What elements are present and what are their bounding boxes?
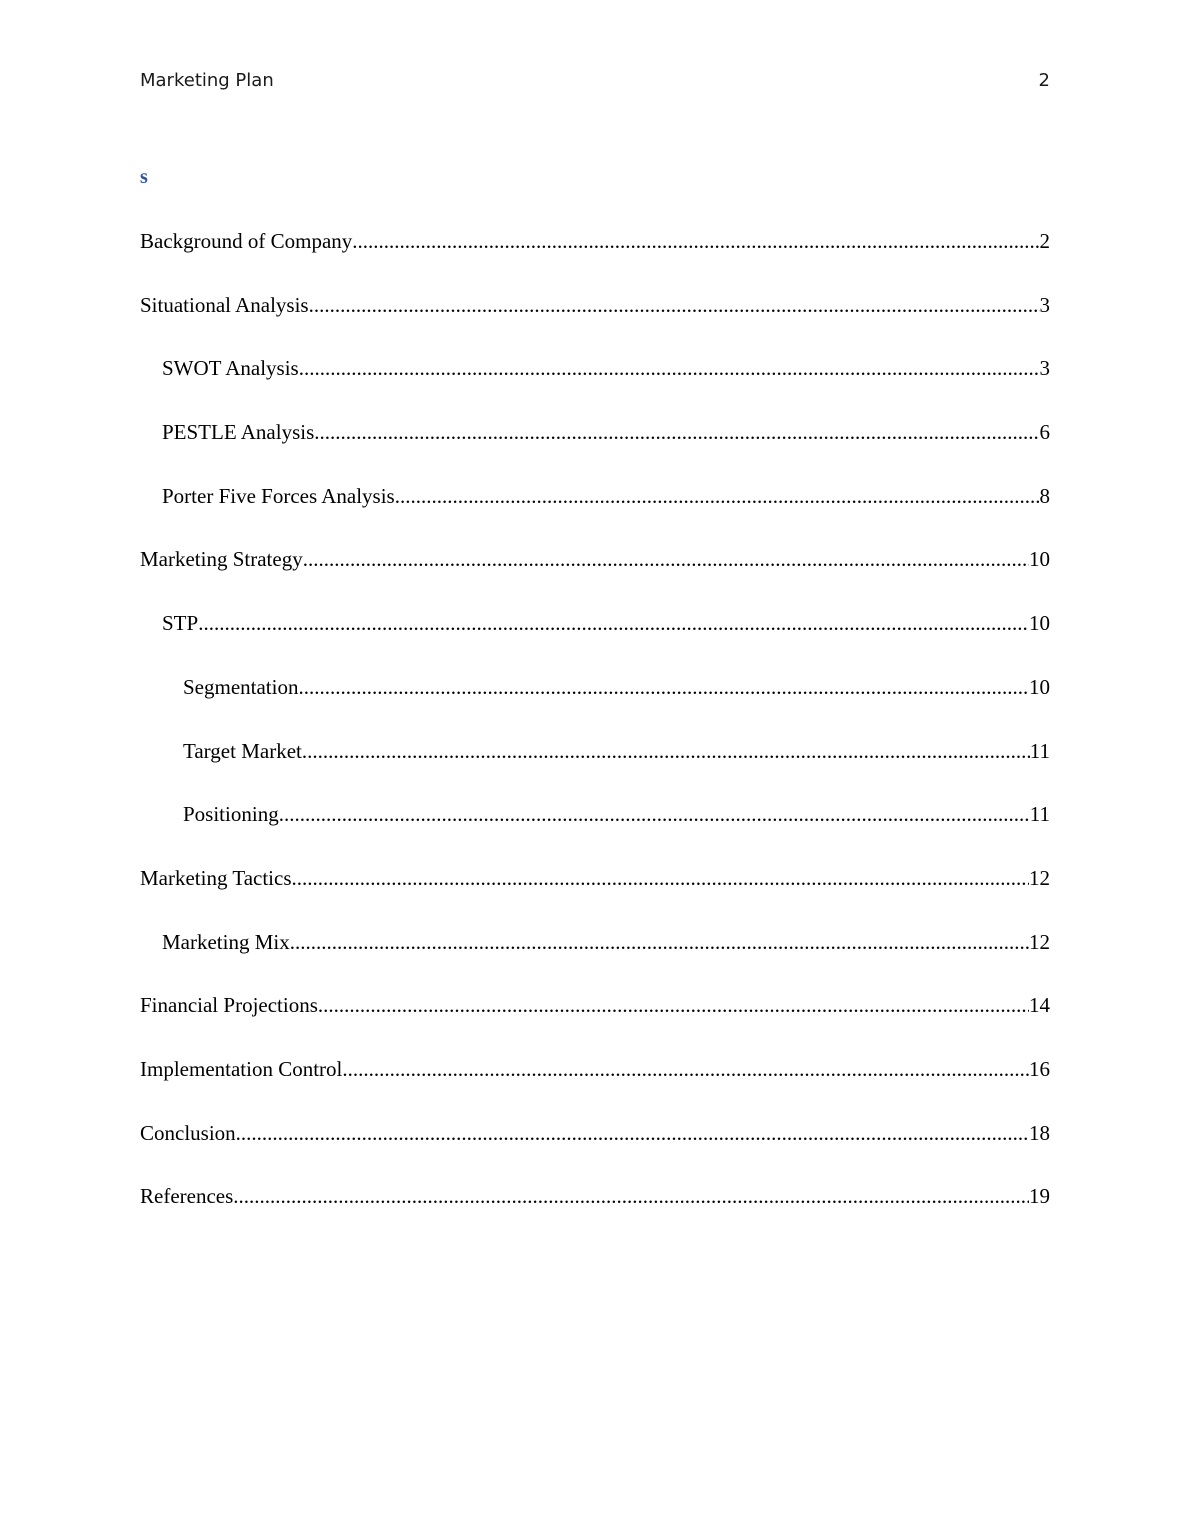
toc-dot-leader <box>352 224 1039 258</box>
toc-entry-page-number: 19 <box>1029 1184 1050 1209</box>
toc-entry-label[interactable]: Marketing Strategy <box>140 547 303 572</box>
table-of-contents <box>140 224 1050 1243</box>
toc-entry-label[interactable]: Segmentation <box>183 674 299 699</box>
toc-entry-label[interactable]: Background of Company <box>140 229 353 253</box>
toc-entry[interactable] <box>140 861 1050 925</box>
toc-dot-leader <box>309 288 1040 322</box>
toc-entry[interactable] <box>140 1116 1050 1180</box>
toc-entry-page-number: 2 <box>1039 229 1050 253</box>
toc-entry-label[interactable]: Marketing Tactics <box>140 865 292 890</box>
toc-entry-page-number: 11 <box>1029 802 1050 827</box>
toc-entry[interactable] <box>140 351 1050 415</box>
toc-entry-label[interactable]: PESTLE Analysis <box>162 420 315 445</box>
header-title: Marketing Plan <box>140 70 274 91</box>
toc-entry[interactable] <box>140 415 1050 479</box>
toc-dot-leader <box>292 861 1029 895</box>
toc-dot-leader <box>395 479 1040 513</box>
toc-dot-leader <box>233 1179 1029 1213</box>
toc-entry-label[interactable]: Target Market <box>183 738 302 763</box>
toc-entry-page-number: 12 <box>1029 929 1050 954</box>
toc-entry-label[interactable]: Marketing Mix <box>162 929 290 954</box>
toc-entry-page-number: 14 <box>1029 993 1050 1018</box>
header-page-number: 2 <box>1038 70 1050 91</box>
toc-entry[interactable] <box>140 1179 1050 1243</box>
toc-entry-page-number: 18 <box>1029 1120 1050 1145</box>
toc-entry-page-number: 10 <box>1029 547 1050 572</box>
toc-entry[interactable] <box>140 670 1050 734</box>
toc-entry-label[interactable]: SWOT Analysis <box>162 356 299 381</box>
toc-dot-leader <box>279 797 1030 831</box>
toc-entry[interactable] <box>140 542 1050 606</box>
toc-entry-page-number: 3 <box>1039 292 1050 317</box>
toc-entry-page-number: 10 <box>1029 611 1050 636</box>
toc-entry-label[interactable]: Conclusion <box>140 1120 236 1145</box>
toc-entry-page-number: 11 <box>1029 738 1050 763</box>
toc-dot-leader <box>342 1052 1029 1086</box>
toc-dot-leader <box>299 351 1040 385</box>
toc-entry[interactable] <box>140 1052 1050 1116</box>
toc-entry-label[interactable]: STP <box>162 611 199 636</box>
toc-heading: s <box>140 166 148 188</box>
toc-entry[interactable] <box>140 797 1050 861</box>
toc-entry[interactable] <box>140 925 1050 989</box>
toc-entry[interactable] <box>140 479 1050 543</box>
toc-entry-label[interactable]: Porter Five Forces Analysis <box>162 483 395 508</box>
toc-entry-label[interactable]: Implementation Control <box>140 1056 343 1081</box>
toc-dot-leader <box>290 925 1029 959</box>
toc-dot-leader <box>318 988 1029 1022</box>
toc-entry-label[interactable]: Positioning <box>183 802 279 827</box>
toc-entry-label[interactable]: Financial Projections <box>140 993 318 1018</box>
toc-dot-leader <box>302 734 1030 768</box>
toc-entry[interactable] <box>140 224 1050 288</box>
toc-entry[interactable] <box>140 988 1050 1052</box>
toc-entry-page-number: 16 <box>1029 1056 1050 1081</box>
toc-entry[interactable] <box>140 734 1050 798</box>
toc-entry-page-number: 12 <box>1029 865 1050 890</box>
toc-entry[interactable] <box>140 606 1050 670</box>
toc-entry-page-number: 6 <box>1039 420 1050 445</box>
toc-dot-leader <box>198 606 1029 640</box>
toc-dot-leader <box>303 542 1029 576</box>
toc-dot-leader <box>298 670 1029 704</box>
toc-dot-leader <box>314 415 1039 449</box>
page-header <box>140 70 1050 96</box>
toc-entry-label[interactable]: Situational Analysis <box>140 292 309 317</box>
toc-entry-page-number: 10 <box>1029 674 1050 699</box>
toc-entry[interactable] <box>140 288 1050 352</box>
toc-entry-label[interactable]: References <box>140 1184 234 1209</box>
toc-entry-page-number: 8 <box>1039 483 1050 508</box>
toc-dot-leader <box>236 1116 1029 1150</box>
toc-entry-page-number: 3 <box>1039 356 1050 381</box>
